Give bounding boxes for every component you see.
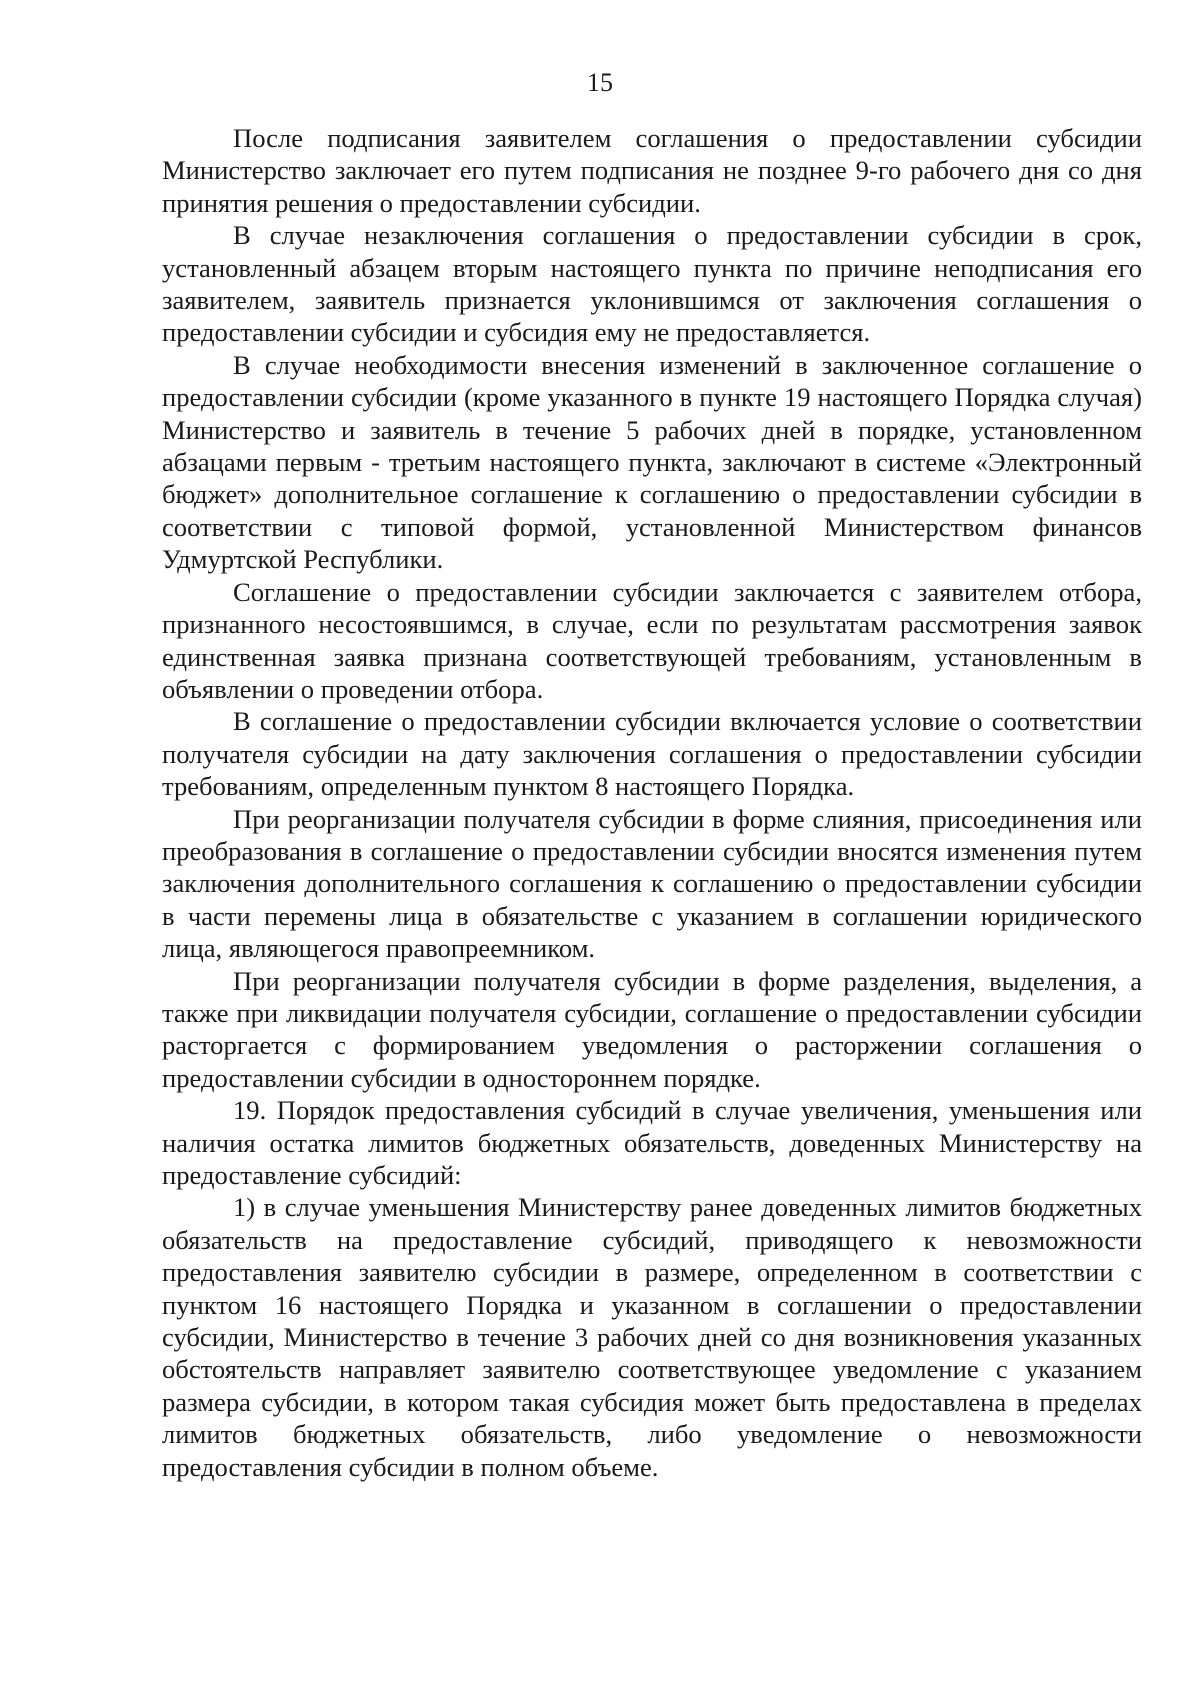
page-number: 15 — [587, 68, 613, 97]
paragraph-section-19: 19. Порядок предоставления субсидий в случае увеличения, уменьшения или наличия остатка лимитов бюджетных обязательств, доведенных Министерству на предоставление субсидий: — [162, 1095, 1142, 1190]
paragraph-reorganization-division: При реорганизации получателя субсидии в форме разделения, выделения, а также при ликвидации получателя субсидии, соглашение о предоставлении субсидии расторгается с формированием уведомления о расторжении соглашения о предоставлении субсидии в одностороннем порядке. — [162, 965, 1142, 1093]
paragraph-signing: После подписания заявителем соглашения о предоставлении субсидии Министерство заключает его путем подписания не позднее 9-го рабочего дня со дня принятия решения о предоставлении субсидии. — [162, 123, 1142, 218]
paragraph-compliance-condition: В соглашение о предоставлении субсидии включается условие о соответствии получателя субсидии на дату заключения соглашения о предоставлении субсидии требованиям, определенным пунктом 8 настоящего Порядка. — [162, 706, 1142, 802]
paragraph-failed-selection: Соглашение о предоставлении субсидии заключается с заявителем отбора, признанного несостоявшимся, в случае, если по результатам рассмотрения заявок единственная заявка признана соответствующей требованиям, установленным в объявлении о проведении отбора. — [162, 576, 1142, 704]
paragraph-reorganization-merger: При реорганизации получателя субсидии в форме слияния, присоединения или преобразования в соглашение о предоставлении субсидии вносятся изменения путем заключения дополнительного соглашения к соглашению о предоставлении субсидии в части перемены лица в обязательстве с указанием в соглашении юридического лица, являющегося правопреемником. — [162, 803, 1142, 964]
body-text — [162, 122, 1142, 1483]
paragraph-amendments: В случае необходимости внесения изменений в заключенное соглашение о предоставлении субсидии (кроме указанного в пункте 19 настоящего Порядка случая) Министерство и заявитель в течение 5 рабочих дней в порядке, установленном абзацами первым - третьим настоящего пункта, заключают в системе «Электронный бюджет» дополнительное соглашение к соглашению о предоставлении субсидии в соответствии с типовой формой, установленной Министерством финансов Удмуртской Республики. — [162, 349, 1142, 575]
paragraph-non-conclusion: В случае незаключения соглашения о предоставлении субсидии в срок, установленный абзацем вторым настоящего пункта по причине неподписания его заявителем, заявитель признается уклонившимся от заключения соглашения о предоставлении субсидии и субсидия ему не предоставляется. — [162, 220, 1142, 348]
paragraph-item-1: 1) в случае уменьшения Министерству ранее доведенных лимитов бюджетных обязательств на предоставление субсидий, приводящего к невозможности предоставления заявителю субсидии в размере, определенном в соответствии с пунктом 16 настоящего Порядка и указанном в соглашении о предоставлении субсидии, Министерство в течение 3 рабочих дней со дня возникновения указанных обстоятельств направляет заявителю соответствующее уведомление с указанием размера субсидии, в котором такая субсидия может быть предоставлена в пределах лимитов бюджетных обязательств, либо уведомление о невозможности предоставления субсидии в полном объеме. — [162, 1192, 1142, 1482]
